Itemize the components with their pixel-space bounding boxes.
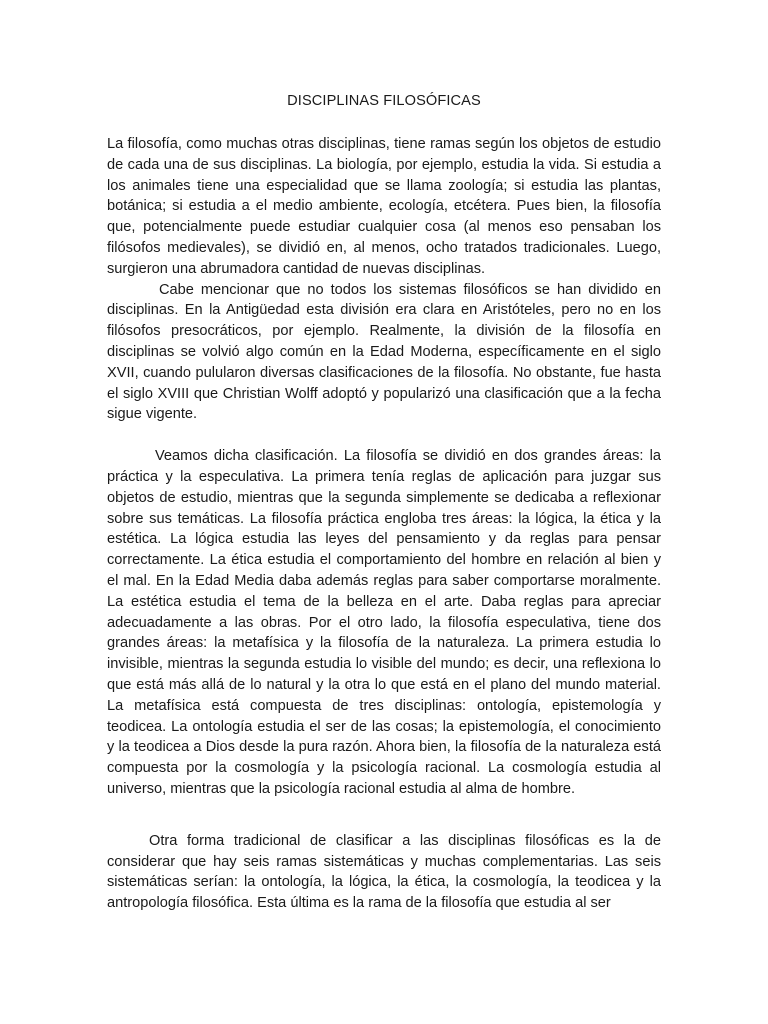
- paragraph-spacer: [107, 800, 661, 831]
- paragraph-spacer: [107, 425, 661, 446]
- paragraph-2: Cabe mencionar que no todos los sistemas filosóficos se han dividido en disciplinas. En la Antigüedad esta división era clara en Aristóteles, pero no en los filósofos presocráticos, por ejemplo. Realmente, la división de la filosofía en disciplinas se volvió algo común en la Edad Moderna, específicamente en el siglo XVII, cuando pulularon diversas clasificaciones de la filosofía. No obstante, fue hasta el siglo XVIII que Christian Wolff adoptó y popularizó una clasificación que a la fecha sigue vigente.: [107, 281, 661, 423]
- paragraph-1: La filosofía, como muchas otras disciplinas, tiene ramas según los objetos de estudio de cada una de sus disciplinas. La biología, por ejemplo, estudia la vida. Si estudia a los animales tiene una especialidad que se llama zoología; si estudia las plantas, botánica; si estudia a el medio ambiente, ecología, etcétera. Pues bien, la filosofía que, potencialmente puede estudiar cualquier cosa (al menos eso pensaban los filósofos medievales), se dividió en, al menos, ocho tratados tradicionales. Luego, surgieron una abrumadora cantidad de nuevas disciplinas.: [107, 136, 661, 277]
- document-body: [107, 134, 661, 914]
- document-title: DISCIPLINAS FILOSÓFICAS: [287, 93, 481, 109]
- paragraph-3: Veamos dicha clasificación. La filosofía se dividió en dos grandes áreas: la práctica y la especulativa. La primera tenía reglas de aplicación para juzgar sus objetos de estudio, mientras que la segunda simplemente se dedicaba a reflexionar sobre sus temáticas. La filosofía práctica engloba tres áreas: la lógica, la ética y la estética. La lógica estudia las leyes del pensamiento y da reglas para pensar correctamente. La ética estudia el comportamiento del hombre en relación al bien y el mal. En la Edad Media daba además reglas para saber comportarse moralmente. La estética estudia el tema de la belleza en el arte. Daba reglas para apreciar adecuadamente a las obras. Por el otro lado, la filosofía especulativa, tiene dos grandes áreas: la metafísica y la filosofía de la naturaleza. La primera estudia lo invisible, mientras la segunda estudia lo visible del mundo; es decir, una reflexiona lo que está más allá de lo natural y la otra lo que está en el plano del mundo material. La metafísica está compuesta de tres disciplinas: ontología, epistemología y teodicea. La ontología estudia el ser de las cosas; la epistemología, el conocimiento y la teodicea a Dios desde la pura razón. Ahora bien, la filosofía de la naturaleza está compuesta por la cosmología y la psicología racional. La cosmología estudia al universo, mientras que la psicología racional estudia al alma de hombre.: [107, 448, 661, 797]
- paragraph-4: Otra forma tradicional de clasificar a las disciplinas filosóficas es la de considerar que hay seis ramas sistemáticas y muchas complementarias. Las seis sistemáticas serían: la ontología, la lógica, la ética, la cosmología, la teodicea y la antropología filosófica. Esta última es la rama de la filosofía que estudia al ser: [107, 832, 661, 912]
